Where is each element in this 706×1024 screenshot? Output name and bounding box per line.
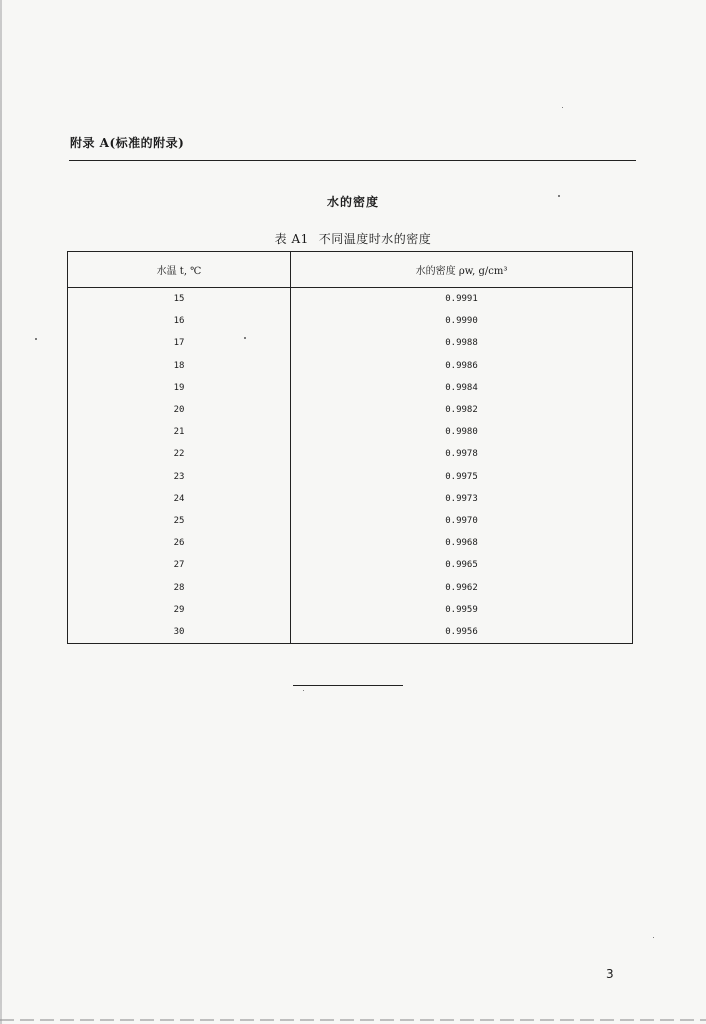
- table-row: [68, 399, 633, 421]
- cell-density: 0.9984: [445, 382, 478, 393]
- scan-speck: [244, 337, 246, 339]
- table-header-row: [68, 252, 633, 288]
- cell-temperature: 26: [68, 532, 291, 554]
- cell-density: 0.9968: [445, 538, 478, 549]
- table-row: [68, 443, 633, 465]
- scan-speck: [303, 690, 304, 691]
- cell-density: 0.9990: [445, 316, 478, 327]
- cell-temperature: 16: [68, 310, 291, 332]
- cell-temperature: 24: [68, 488, 291, 510]
- cell-density: 0.9986: [445, 360, 478, 371]
- table-row: [68, 488, 633, 510]
- density-table-container: [67, 251, 633, 644]
- cell-temperature: 19: [68, 377, 291, 399]
- cell-temperature: 21: [68, 421, 291, 443]
- scan-speck: [35, 338, 37, 340]
- cell-density: 0.9991: [445, 294, 478, 305]
- table-row: [68, 421, 633, 443]
- header-density: 水的密度 ρw, g/cm³: [291, 252, 633, 288]
- cell-temperature: 20: [68, 399, 291, 421]
- cell-temperature: 22: [68, 443, 291, 465]
- cell-density: 0.9988: [445, 338, 478, 349]
- table-row: [68, 621, 633, 644]
- cell-temperature: 25: [68, 510, 291, 532]
- header-temperature: 水温 t, ℃: [68, 252, 291, 288]
- cell-temperature: 28: [68, 576, 291, 598]
- cell-density: 0.9962: [445, 582, 478, 593]
- table-row: [68, 510, 633, 532]
- cell-density: 0.9978: [445, 449, 478, 460]
- scan-speck: [558, 195, 560, 197]
- table-row: [68, 310, 633, 332]
- table-row: [68, 599, 633, 621]
- scan-edge-bottom: [0, 1019, 706, 1021]
- cell-temperature: 18: [68, 355, 291, 377]
- footer-rule: [293, 685, 403, 686]
- scan-speck: [653, 937, 654, 938]
- density-table: [67, 251, 633, 644]
- cell-temperature: 17: [68, 332, 291, 354]
- cell-density: 0.9975: [445, 471, 478, 482]
- scan-edge-left: [0, 0, 2, 1024]
- table-caption-number: 表 A1: [274, 232, 309, 246]
- table-row: [68, 532, 633, 554]
- table-caption: [0, 230, 706, 247]
- table-caption-title: 不同温度时水的密度: [318, 232, 432, 246]
- table-row: [68, 554, 633, 576]
- table-row: [68, 355, 633, 377]
- page-number: 3: [606, 967, 614, 981]
- cell-density: 0.9959: [445, 604, 478, 615]
- cell-density: 0.9965: [445, 560, 478, 571]
- table-row: [68, 288, 633, 311]
- cell-density: 0.9973: [445, 493, 478, 504]
- cell-temperature: 30: [68, 621, 291, 644]
- cell-density: 0.9980: [445, 427, 478, 438]
- table-row: [68, 332, 633, 354]
- cell-density: 0.9982: [445, 405, 478, 416]
- table-row: [68, 377, 633, 399]
- table-row: [68, 576, 633, 598]
- cell-density: 0.9970: [445, 515, 478, 526]
- table-row: [68, 466, 633, 488]
- appendix-heading: 附录 A(标准的附录): [70, 136, 185, 150]
- cell-temperature: 27: [68, 554, 291, 576]
- section-title: 水的密度: [326, 195, 379, 209]
- header-rule: [69, 160, 636, 161]
- cell-temperature: 23: [68, 466, 291, 488]
- cell-temperature: 29: [68, 599, 291, 621]
- scan-speck: [562, 107, 563, 108]
- cell-temperature: 15: [68, 288, 291, 311]
- cell-density: 0.9956: [445, 626, 478, 637]
